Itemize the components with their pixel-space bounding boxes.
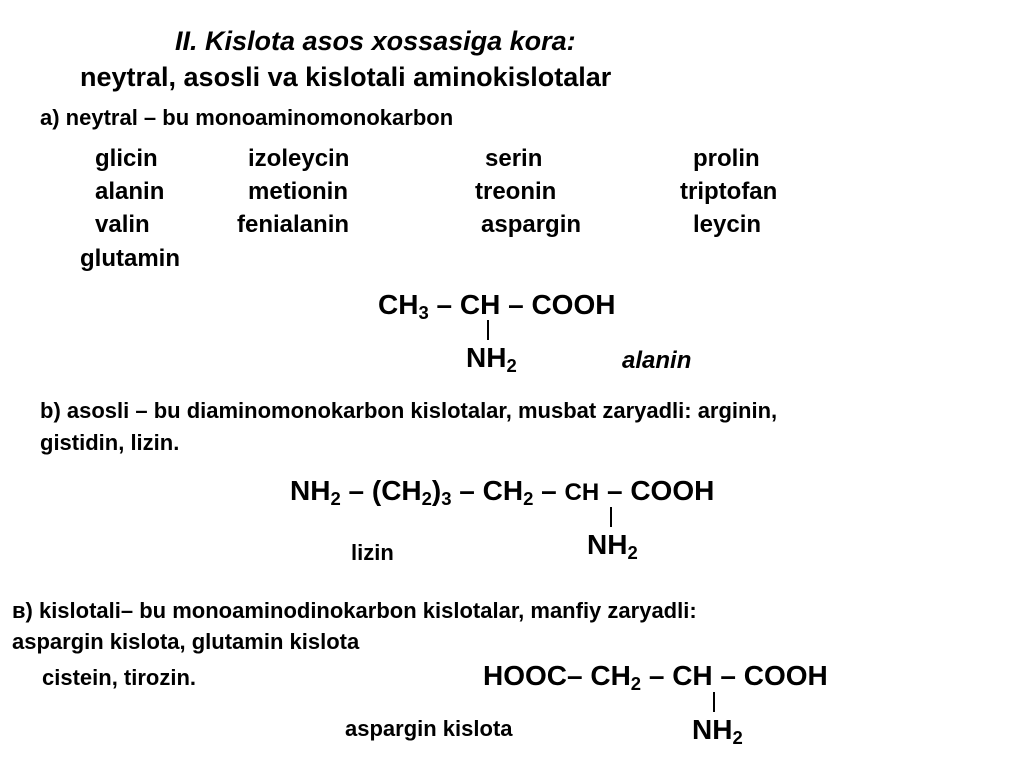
amino-col4-item: triptofan bbox=[680, 178, 778, 205]
amino-col2-item: metionin bbox=[248, 178, 348, 205]
amino-col3-item: treonin bbox=[475, 178, 557, 205]
amino-col2-item: fenialanin bbox=[237, 211, 350, 238]
amino-col1-item: valin bbox=[95, 211, 150, 238]
amino-col3-item: serin bbox=[485, 145, 543, 172]
lizin-amino-group: $NH_2$ bbox=[587, 529, 638, 564]
section-c-line-3: cistein, tirozin. bbox=[42, 665, 197, 690]
amino-col2-item: izoleycin bbox=[248, 145, 350, 172]
aspargin-kislota-label: aspargin kislota bbox=[345, 716, 513, 741]
lizin-formula: $NH_2 - (CH_2)_3 - CH_2$ – CH – COOH bbox=[290, 475, 715, 510]
title-line-1: II. Kislota asos xossasiga kora: bbox=[175, 26, 576, 56]
aspargin-kislota-formula: HOOC– $CH_2$ – CH – COOH bbox=[483, 660, 828, 695]
aspargin-kislota-bond bbox=[713, 692, 715, 712]
amino-col1-item: glicin bbox=[95, 145, 158, 172]
section-c-line-2: aspargin kislota, glutamin kislota bbox=[12, 629, 360, 654]
alanin-label: alanin bbox=[622, 347, 692, 374]
amino-extra-item: glutamin bbox=[80, 245, 180, 272]
alanin-amino-group: $NH_2$ bbox=[466, 342, 517, 377]
amino-col3-item: aspargin bbox=[481, 211, 582, 238]
aspargin-kislota-amino-group: $NH_2$ bbox=[692, 714, 743, 749]
alanin-formula: $CH_3$ – CH – COOH bbox=[378, 289, 616, 324]
section-a-heading: a) neytral – bu monoaminomonokarbon bbox=[40, 105, 454, 130]
lizin-bond bbox=[610, 507, 612, 527]
section-b-line-1: b) asosli – bu diaminomonokarbon kislotalar, musbat zaryadli: arginin, bbox=[40, 398, 778, 423]
section-b-line-2: gistidin, lizin. bbox=[40, 430, 180, 455]
amino-col4-item: leycin bbox=[693, 211, 762, 238]
alanin-bond bbox=[487, 320, 489, 340]
lizin-label: lizin bbox=[351, 540, 394, 565]
title-line-2: neytral, asosli va kislotali aminokislotalar bbox=[80, 62, 612, 92]
amino-col1-item: alanin bbox=[95, 178, 165, 205]
amino-col4-item: prolin bbox=[693, 145, 760, 172]
section-c-line-1: в) kislotali– bu monoaminodinokarbon kislotalar, manfiy zaryadli: bbox=[12, 598, 697, 623]
